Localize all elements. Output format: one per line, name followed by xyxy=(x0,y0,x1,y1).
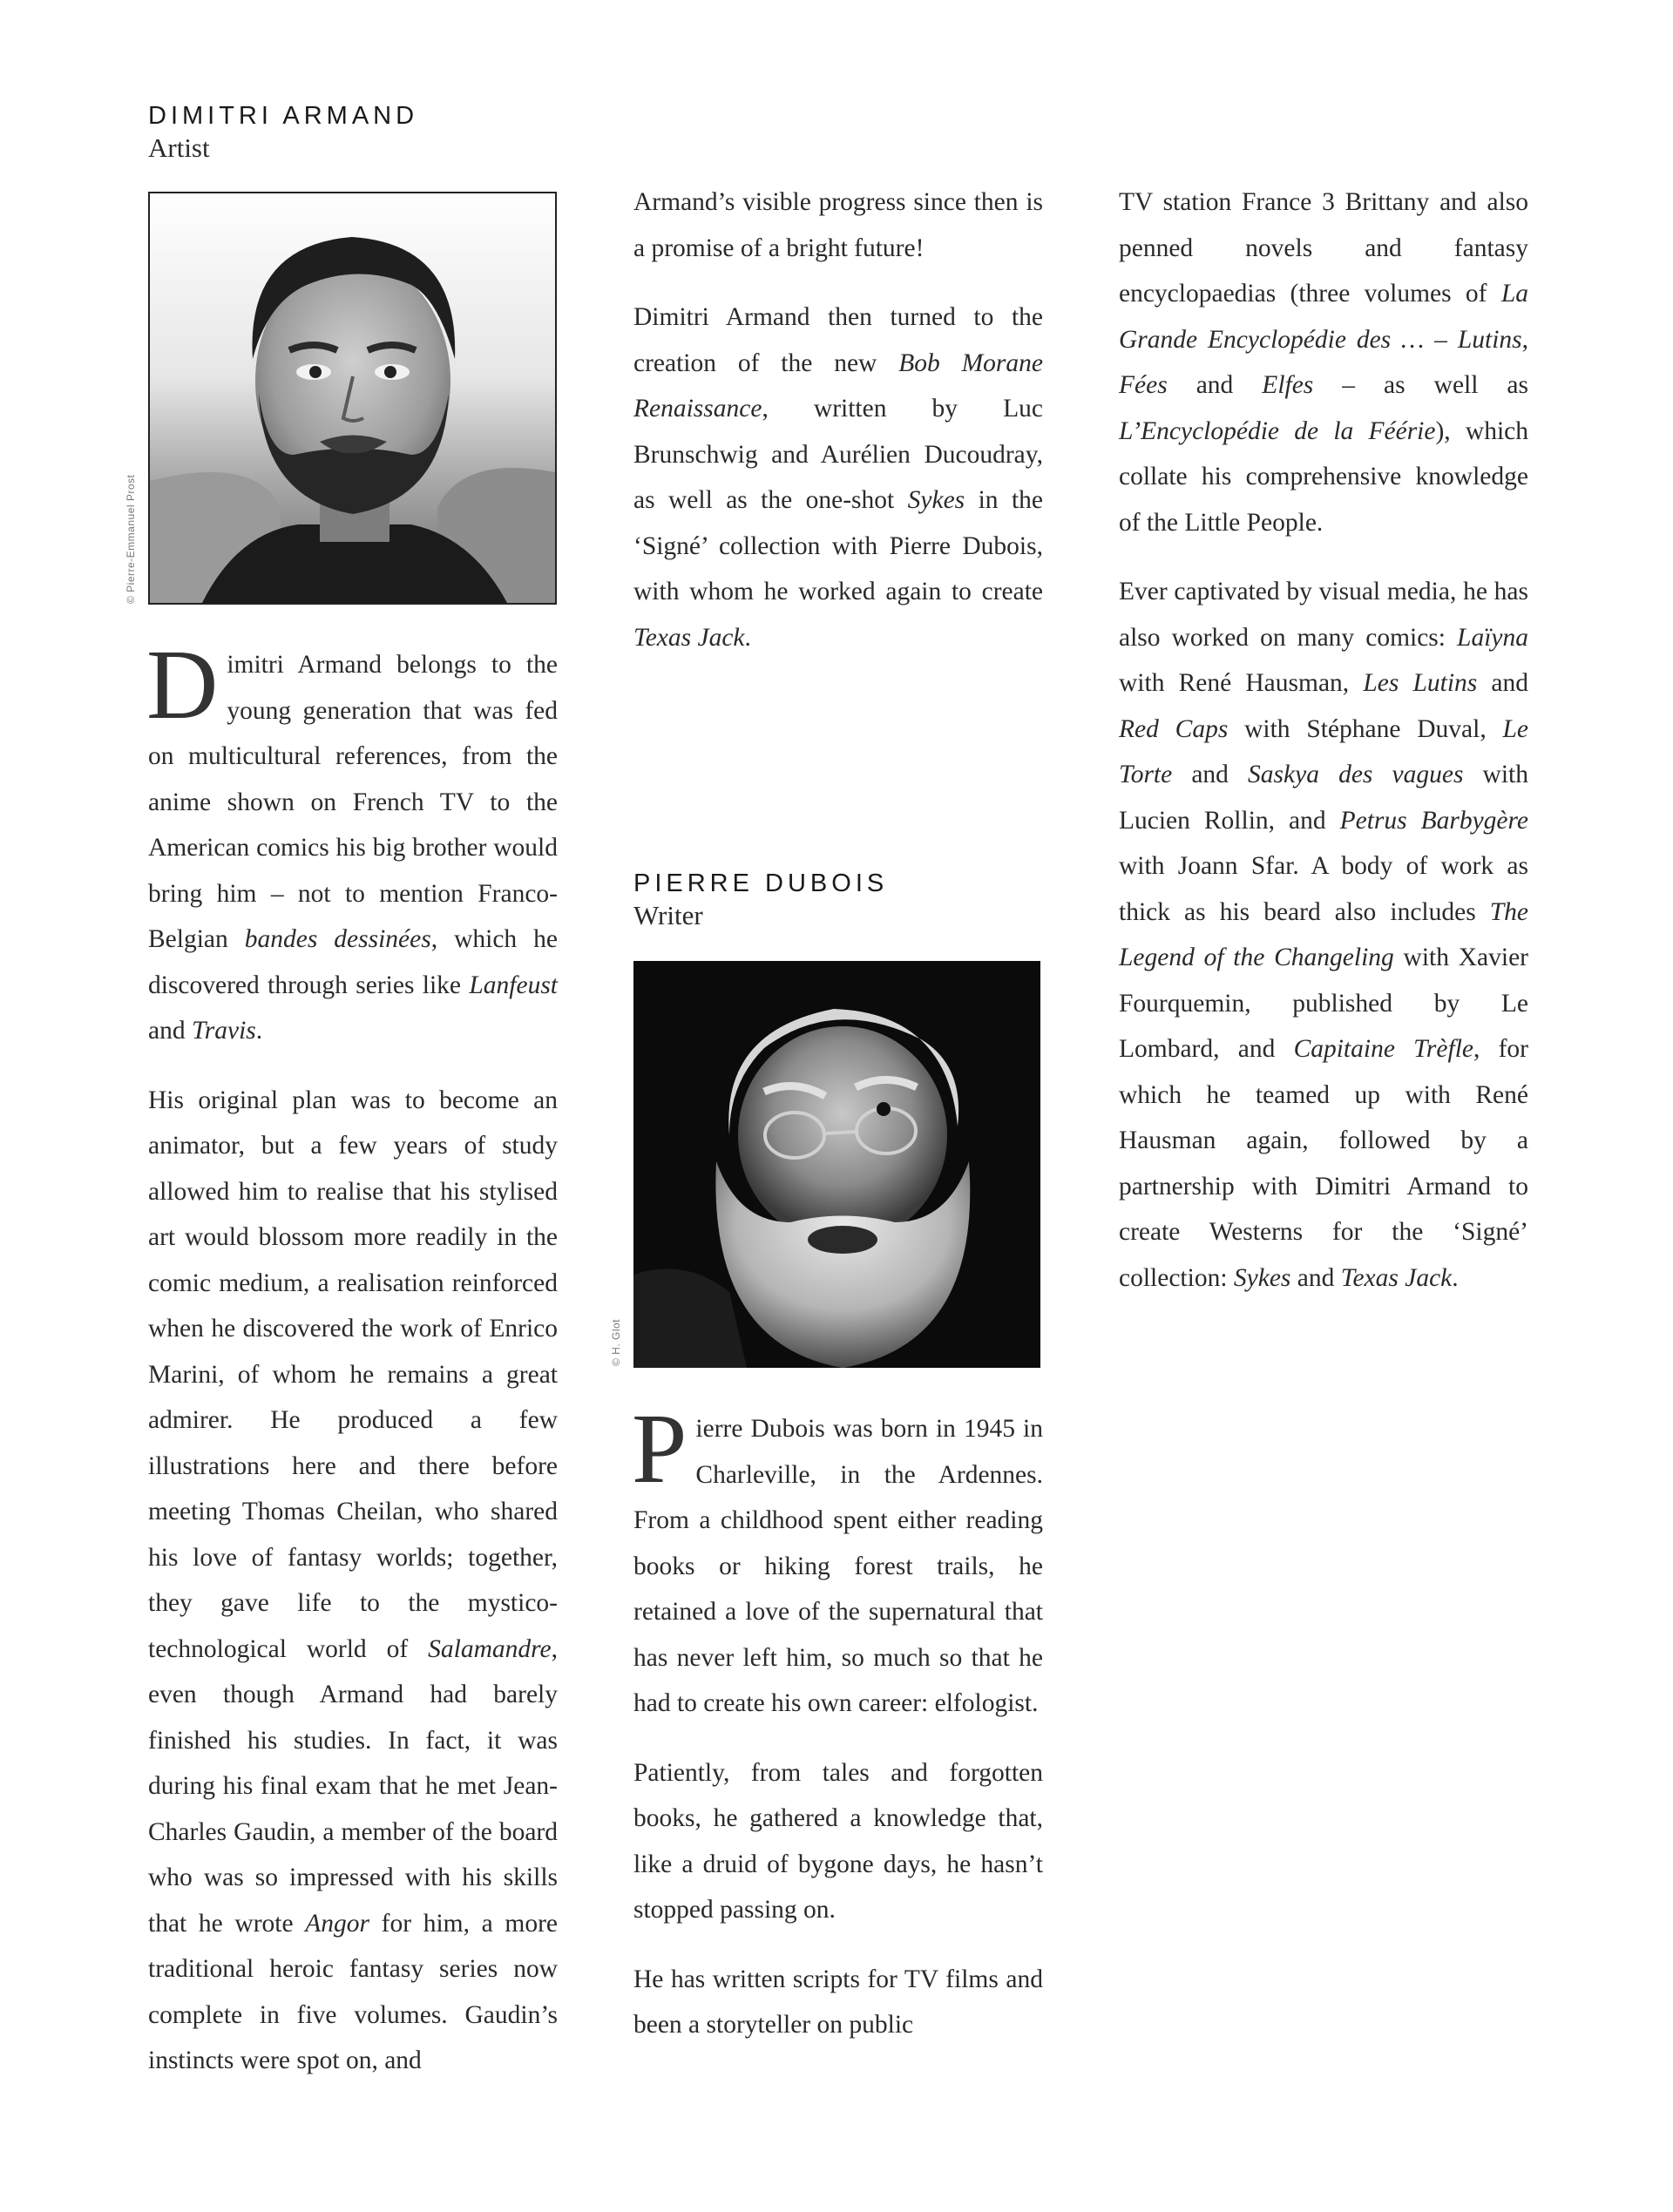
dimitri-paragraph-4 xyxy=(633,294,1043,660)
italic-title: Elfes xyxy=(1262,371,1314,399)
text-run: His original plan was to become an animator, but a few years of study allowed him to realise that his stylised art would blossom more readily in the comic medium, a realisation reinforced when he discovered the work of Enrico Marini, of whom he remains a great admirer. He produced a few illustrations here and there before meeting Thomas Cheilan, who shared his love of fantasy worlds; together, they gave life to the mystico-technological world of xyxy=(148,1086,558,1663)
italic-title: Saskya des vagues xyxy=(1248,761,1464,788)
text-run: and xyxy=(1167,371,1263,399)
text-run: Ever captivated by visual media, he has also worked on many comics: xyxy=(1119,578,1528,652)
pierre-paragraph-1 xyxy=(632,1393,1043,1727)
text-run: and xyxy=(1477,669,1528,697)
text-run: with Lucien Rollin, and xyxy=(1119,761,1528,835)
italic-title: Travis xyxy=(191,1017,256,1045)
dimitri-photo-credit: © Pierre-Emmanuel Prost xyxy=(125,474,137,604)
pierre-paragraph-5 xyxy=(1119,569,1528,1301)
artist-role: Artist xyxy=(148,132,210,163)
text-run: with René Hausman, xyxy=(1119,669,1364,697)
column-2-top xyxy=(633,179,1043,660)
italic-title: Texas Jack xyxy=(1340,1263,1453,1292)
text-run: ierre Dubois was born in 1945 in Charleville, in the Ardennes. From a childhood spent either reading books or hiking forest trails, he retained a love of the supernatural that has never left him, so much so that he had to create his own career: elfologist. xyxy=(633,1415,1043,1717)
italic-title: Red Caps xyxy=(1119,714,1229,743)
text-run: Dimitri Armand then turned to the creation of the new xyxy=(633,303,1043,377)
text-run: and xyxy=(1172,761,1249,788)
dimitri-paragraph-1 xyxy=(146,629,559,1054)
artist-name: DIMITRI ARMAND xyxy=(148,102,419,130)
pierre-paragraph-4 xyxy=(1119,179,1528,545)
dimitri-dropcap: D xyxy=(146,629,219,740)
pierre-dropcap: P xyxy=(632,1393,687,1504)
dimitri-portrait-illustration xyxy=(150,193,555,603)
dimitri-paragraph-3: Armand’s visible progress since then is a promise of a bright future! xyxy=(633,188,1043,262)
text-run: , even though Armand had barely finished his studies. In fact, it was during his final exam that he met Jean-Charles Gaudin, a member of the board who was so impressed with his skills that he wrote xyxy=(148,1634,558,1938)
text-run: imitri Armand belongs to the young generation that was fed on multicultural references, from the anime shown on French TV to the American comics his big brother would bring him – not to mention Franco-Belgian xyxy=(148,651,558,953)
italic-title: Capitaine Trèfle xyxy=(1293,1035,1473,1063)
text-run: , xyxy=(1521,325,1528,354)
writer-role: Writer xyxy=(633,900,703,930)
text-run: , written by Luc Brunschwig and Aurélien Ducoudray, as well as the one-shot xyxy=(633,395,1043,514)
text-run: with Stéphane Duval, xyxy=(1228,714,1503,743)
italic-title: L’Encyclopédie de la Féérie xyxy=(1119,416,1436,445)
text-run: TV station France 3 Brittany and also penned novels and fantasy encyclopaedias (three volumes of xyxy=(1119,188,1528,308)
text-run: – as well as xyxy=(1313,371,1529,399)
italic-title: Sykes xyxy=(1233,1263,1291,1292)
dimitri-paragraph-2 xyxy=(148,1078,558,2084)
text-run: , which he discovered through series like xyxy=(148,925,559,999)
italic-title: La Grande Encyclopédie des … – Lutins xyxy=(1119,280,1528,354)
text-run: for him, a more traditional heroic fantasy series now complete in five volumes. Gaudin’s instincts were spot on, and xyxy=(148,1909,558,2074)
text-run: ), which collate his comprehensive knowledge of the Little People. xyxy=(1119,416,1529,537)
pierre-dubois-photo xyxy=(633,961,1040,1368)
text-run: with Xavier Fourquemin, published by Le Lombard, and xyxy=(1119,944,1528,1063)
text-run: . xyxy=(1452,1263,1459,1292)
column-2-bottom xyxy=(632,1393,1043,2048)
column-3 xyxy=(1119,179,1528,1301)
pierre-portrait-illustration xyxy=(633,961,1040,1368)
italic-title: Laïyna xyxy=(1457,623,1528,652)
text-run: . xyxy=(255,1017,263,1045)
text-run: in the ‘Signé’ collection with Pierre Dubois, with whom he worked again to create xyxy=(633,486,1043,605)
text-run: with Joann Sfar. A body of work as thick as his beard also includes xyxy=(1119,852,1528,926)
italic-title: Les Lutins xyxy=(1363,669,1478,697)
italic-title: Angor xyxy=(305,1909,369,1938)
text-run: , for which he teamed up with René Hausman again, followed by a partnership with Dimitri Armand to create Westerns for the ‘Signé’ collection: xyxy=(1119,1035,1528,1292)
dimitri-armand-photo xyxy=(148,192,557,605)
italic-title: Fées xyxy=(1119,371,1168,399)
italic-title: Bob Morane Renaissance xyxy=(633,348,1043,423)
italic-title: Texas Jack xyxy=(633,623,745,652)
italic-title: Lanfeust xyxy=(469,971,558,999)
italic-title: bandes dessinées xyxy=(244,925,431,953)
italic-title: Sykes xyxy=(907,486,965,514)
pierre-photo-credit: © H. Glot xyxy=(610,1318,622,1366)
pierre-paragraph-3: He has written scripts for TV films and been a storyteller on public xyxy=(633,1965,1043,2039)
italic-title: Le Torte xyxy=(1119,714,1528,788)
column-1 xyxy=(146,629,559,2084)
text-run: and xyxy=(148,1017,192,1045)
text-run: . xyxy=(744,623,751,652)
italic-title: Petrus Barbygère xyxy=(1339,806,1528,835)
italic-title: The Legend of the Changeling xyxy=(1119,897,1528,971)
writer-name: PIERRE DUBOIS xyxy=(633,869,889,897)
italic-title: Salamandre xyxy=(428,1634,552,1663)
pierre-paragraph-2: Patiently, from tales and forgotten books, he gathered a knowledge that, like a druid of bygone days, he hasn’t stopped passing on. xyxy=(633,1758,1043,1924)
text-run: and xyxy=(1290,1263,1341,1292)
